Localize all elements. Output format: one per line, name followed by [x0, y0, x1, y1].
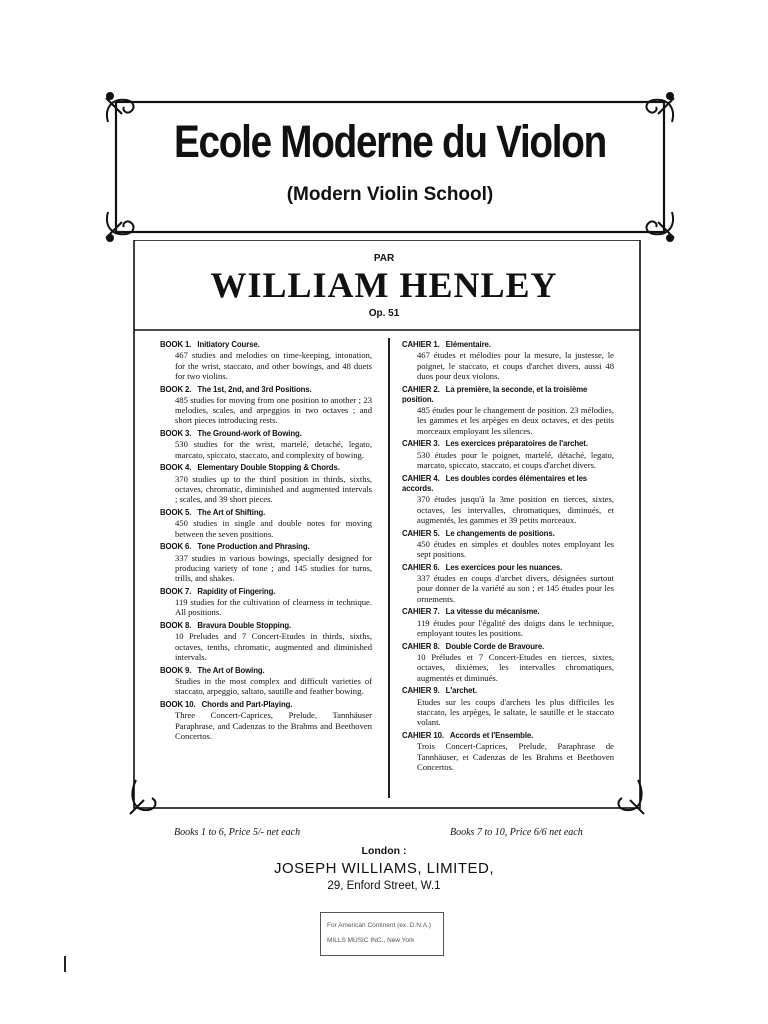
book-description: 530 studies for the wrist, martelé, detaché, legato, marcato, spiccato, staccato, and complexity of bowing.	[175, 439, 372, 460]
cahier-entry	[402, 731, 614, 772]
cahier-description: 119 études pour l'égalité des doigts dans le technique, employant toutes les positions.	[417, 617, 614, 639]
book-entry	[160, 700, 372, 741]
cahier-description: 467 études et mélodies pour la mesure, la justesse, le poignet, le staccato, et coups d'archet divers, aussi 48 duos pour deux violons.	[417, 350, 614, 381]
book-number: BOOK 5.	[160, 508, 192, 518]
book-description: 467 studies and melodies on time-keeping, intonation, for the wrist, staccato, and other bowings, and 48 duets for two violins.	[175, 350, 372, 381]
book-description: 370 studies up to the third position in thirds, sixths, octaves, chromatic, diminished and augmented intervals ; scales, and 39 short pieces.	[175, 473, 372, 505]
corner-ornament-bottom-right	[647, 212, 674, 241]
cahier-title: La première, la seconde, et la troisième position.	[402, 384, 588, 404]
cahier-number: CAHIER 8.	[402, 641, 440, 651]
stamp-line-2: MILLS MUSIC INC., New York	[327, 937, 415, 944]
book-description: Three Concert-Caprices, Prelude, Tannhäuser Paraphrase, and Cadenzas to the Brahms and Beethoven Concertos.	[175, 710, 372, 741]
subtitle: (Modern Violin School)	[286, 184, 494, 205]
cahier-description: 10 Préludes et 7 Concert-Etudes en tierces, sixtes, octaves, dixièmes, les intervalles chromatiques, augmentés et diminués.	[417, 652, 614, 683]
cahier-number: CAHIER 1.	[402, 340, 440, 349]
cahier-number: CAHIER 4.	[402, 473, 440, 483]
cahier-title: Les exercices pour les nuances.	[445, 562, 563, 572]
cahier-entry	[402, 385, 614, 436]
book-description: 485 studies for moving from one position to another ; 23 melodies, scales, and arpeggios in two octaves ; and short pieces introducing rests.	[175, 394, 372, 426]
cahier-entry	[402, 563, 614, 604]
corner-ornament-bottom-left	[106, 212, 133, 241]
publisher-city: London :	[361, 845, 407, 857]
cahier-title: Les doubles cordes élémentaires et les accords.	[402, 473, 588, 494]
book-description: 10 Preludes and 7 Concert-Etudes in thirds, sixths, octaves, tenths, chromatic, augmented and diminished intervals.	[175, 631, 372, 663]
book-number: BOOK 9.	[160, 665, 192, 675]
cahier-title: Le changements de positions.	[445, 528, 555, 538]
book-entry	[160, 508, 372, 539]
book-title: The Art of Bowing.	[197, 665, 265, 675]
price-books-1-6: Books 1 to 6, Price 5/- net each	[174, 827, 301, 838]
book-title: The 1st, 2nd, and 3rd Positions.	[197, 384, 312, 394]
cahier-entry	[402, 340, 614, 381]
book-entry	[160, 340, 372, 381]
book-title: Elementary Double Stopping & Chords.	[197, 463, 340, 473]
cahier-title: La vitesse du mécanisme.	[445, 607, 540, 617]
cahier-description: Etudes sur les coups d'archets les plus difficiles les staccato, les arpèges, le saltate, le sautille et le staccato volant.	[417, 696, 614, 728]
cahier-title: Elémentaire.	[445, 340, 491, 349]
par-label: PAR	[373, 253, 395, 264]
book-description: 337 studies in various bowings, specially designed for producing variety of tone ; and 145 studies for turns, trills, and shakes.	[175, 552, 372, 584]
book-entry	[160, 542, 372, 583]
cahier-description: 370 études jusqu'à la 3me position en tierces, sixtes, octaves, les intervalles, chromatiques, diminués, et augmentés, les gammes et 39 petits morceaux.	[417, 494, 614, 525]
cahier-title: L'archet.	[445, 686, 477, 696]
book-entry	[160, 463, 372, 504]
title-banner	[104, 92, 676, 242]
cahier-entry	[402, 642, 614, 683]
distributor-stamp	[320, 912, 444, 956]
corner-ornament-top-left	[106, 93, 133, 122]
book-entry	[160, 587, 372, 618]
book-title: The Art of Shifting.	[197, 508, 266, 518]
corner-ornament-top-right	[647, 93, 674, 122]
book-description: 450 studies in single and double notes for moving between the seven positions.	[175, 518, 372, 539]
book-number: BOOK 3.	[160, 429, 192, 439]
book-number: BOOK 2.	[160, 384, 192, 394]
publisher-address: 29, Enford Street, W.1	[327, 880, 441, 892]
book-title: Chords and Part-Playing.	[201, 700, 293, 710]
cahier-entry	[402, 439, 614, 470]
book-description: Studies in the most complex and difficult varieties of staccato, arpeggio, saltato, sautille and feather bowing.	[175, 676, 372, 697]
books-list	[160, 340, 372, 745]
cahier-description: 450 études en simples et doubles notes employant les sept positions.	[417, 538, 614, 560]
cahier-entry	[402, 529, 614, 560]
book-entry	[160, 666, 372, 697]
book-title: Initiatory Course.	[197, 340, 260, 349]
cahier-title: Les exercices préparatoires de l'archet.	[445, 439, 588, 449]
cahier-number: CAHIER 9.	[402, 686, 440, 696]
book-number: BOOK 8.	[160, 621, 192, 631]
cahier-entry	[402, 474, 614, 525]
cahier-description: 337 études en coups d'archet divers, désignées surtout pour donner de la variété au son ; et 145 études pour les ornements.	[417, 573, 614, 604]
cahier-description: 530 études pour le poignet, martelé, détaché, legato, marcato, spiccato, staccato, et coups d'archet divers.	[417, 449, 614, 471]
book-title: Tone Production and Phrasing.	[197, 542, 310, 552]
cahier-description: Trois Concert-Caprices, Prelude, Paraphrase de Tannhäuser, et Cadenzas de les Brahms et Beethoven Concertos.	[417, 741, 614, 772]
cahier-number: CAHIER 10.	[402, 730, 444, 740]
price-books-7-10: Books 7 to 10, Price 6/6 net each	[450, 827, 583, 838]
book-number: BOOK 10.	[160, 700, 196, 710]
cahier-title: Accords et l'Ensemble.	[449, 730, 534, 740]
cahier-number: CAHIER 2.	[402, 384, 440, 394]
book-title: Bravura Double Stopping.	[197, 621, 292, 631]
cahier-number: CAHIER 7.	[402, 607, 440, 617]
book-entry	[160, 429, 372, 460]
book-number: BOOK 4.	[160, 463, 192, 473]
book-title: Rapidity of Fingering.	[197, 586, 276, 596]
cahier-number: CAHIER 6.	[402, 562, 440, 572]
main-title: Ecole Moderne du Violon	[174, 116, 606, 167]
cahier-entry	[402, 686, 614, 727]
book-description: 119 studies for the cultivation of clearness in technique. All positions.	[175, 597, 372, 618]
opus-number: Op. 51	[368, 308, 400, 319]
cahiers-list	[402, 340, 614, 775]
cahier-title: Double Corde de Bravoure.	[445, 641, 545, 651]
book-entry	[160, 621, 372, 662]
cahier-number: CAHIER 3.	[402, 439, 440, 449]
cahier-description: 485 études pour le changement de position. 23 mélodies, les gammes et les arpèges en deux octaves, et des petits morceaux employant les silences.	[417, 405, 614, 436]
book-title: The Ground-work of Bowing.	[197, 429, 302, 439]
book-number: BOOK 1.	[160, 340, 192, 349]
cahier-number: CAHIER 5.	[402, 528, 440, 538]
book-entry	[160, 385, 372, 426]
book-number: BOOK 7.	[160, 586, 192, 596]
column-divider	[388, 338, 390, 798]
cahier-entry	[402, 607, 614, 638]
stamp-line-1: For American Continent (ex. D.N.A.)	[327, 922, 432, 929]
book-number: BOOK 6.	[160, 542, 192, 552]
author-name: WILLIAM HENLEY	[210, 265, 558, 305]
margin-mark	[64, 956, 66, 972]
publisher-name: JOSEPH WILLIAMS, LIMITED,	[273, 860, 495, 877]
